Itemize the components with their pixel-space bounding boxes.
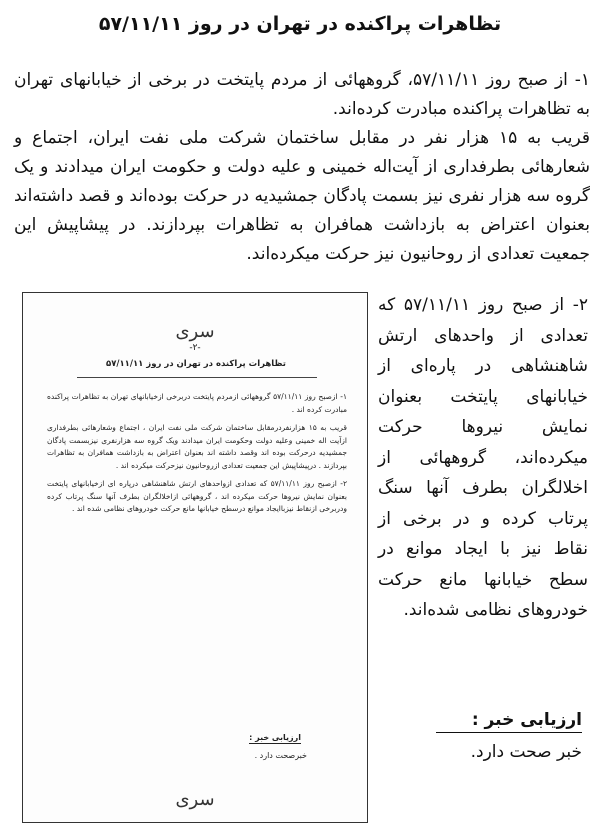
- scan-assessment-text: خبرصحت دارد .: [254, 751, 307, 760]
- scan-body-2: قریب به ۱۵ هزارنفردرمقابل ساختمان شرکت ملی نفت ایران ، اجتماع وشعارهائی بطرفداری ازآیت اله خمینی وعلیه دولت وحکومت ایران میدادند ویک گروه سه هزارنفری نیزبسمت پادگان جمشیدیه درحرکت بوده اند وقصد داشته اند بعنوان اعتراض به بازداشت همافران به تظاهرات بپردازند . درپیشاپیش این جمعیت تعدادی ازروحانیون نیزحرکت میکرده اند .: [47, 423, 347, 470]
- paragraph-2: [378, 290, 588, 626]
- paragraph-1-line-2: قریب به ۱۵ هزار نفر در مقابل ساختمان شرکت ملی نفت ایران، اجتماع و شعارهائی بطرفداری از آیت‌اله خمینی و علیه دولت و حکومت ایران میدادند و یک گروه سه هزار نفری نیز بسمت پادگان جمشیدیه در حرکت بوده‌اند و قصد داشته‌اند بعنوان اعتراض به بازداشت همافران به تظاهرات بپردازند. در پیشاپیش این جمعیت تعدادی از روحانیون نیز حرکت میکرده‌اند.: [14, 128, 590, 264]
- scan-body-1: ۱- ازصبح روز ۵۷/۱۱/۱۱ گروههائی ازمردم پایتخت دربرخی ازخیابانهای تهران به تظاهرات پراکنده مبادرت کرده اند .: [47, 392, 347, 414]
- scan-title: تظاهرات پراکنده در تهران در روز ۵۷/۱۱/۱۱: [106, 359, 286, 369]
- scan-title-rule: [77, 377, 317, 378]
- scan-secret-stamp-top: سری: [175, 321, 215, 342]
- paragraph-2-text: ۲- از صبح روز ۵۷/۱۱/۱۱ که تعدادی از واحدهای ارتش شاهنشاهی در پاره‌ای از خیابانهای پایتخت بعنوان نمایش نیروها حرکت میکرده‌اند، گروههائی از اخلالگران بطرف آنها سنگ پرتاب کرده و در برخی از نقاط نیز با ایجاد موانع در سطح خیابانها مانع حرکت خودروهای نظامی شده‌اند.: [378, 295, 588, 620]
- paragraph-1-line-1: ۱- از صبح روز ۵۷/۱۱/۱۱، گروههائی از مردم پایتخت در برخی از خیابانهای تهران به تظاهرات پراکنده مبادرت کرده‌اند.: [14, 70, 591, 119]
- assessment-label: ارزیابی خبر :: [436, 710, 582, 733]
- scan-assessment-label: ارزیابی خبر :: [249, 733, 301, 742]
- scan-page-number: -۲-: [189, 343, 201, 353]
- paragraph-1: [14, 66, 590, 269]
- assessment-text: خبر صحت دارد.: [470, 742, 582, 762]
- scan-secret-stamp-bottom: سری: [175, 789, 215, 810]
- scanned-document-image: [22, 292, 368, 823]
- scan-body: [47, 391, 347, 522]
- page-title: تظاهرات پراکنده در تهران در روز ۵۷/۱۱/۱۱: [98, 13, 502, 35]
- scan-body-3: ۲- ازصبح روز ۵۷/۱۱/۱۱ که تعدادی ازواحدهای ارتش شاهنشاهی درپاره ای ازخیابانهای پایتخت بعنوان نمایش نیروها حرکت میکرده اند ، گروههائی ازاخلالگران بطرف آنها سنگ پرتاب کرده ودربرخی ازنقاط نیزباایجاد موانع درسطح خیابانها مانع حرکت خودروهای نظامی شده اند .: [47, 479, 347, 513]
